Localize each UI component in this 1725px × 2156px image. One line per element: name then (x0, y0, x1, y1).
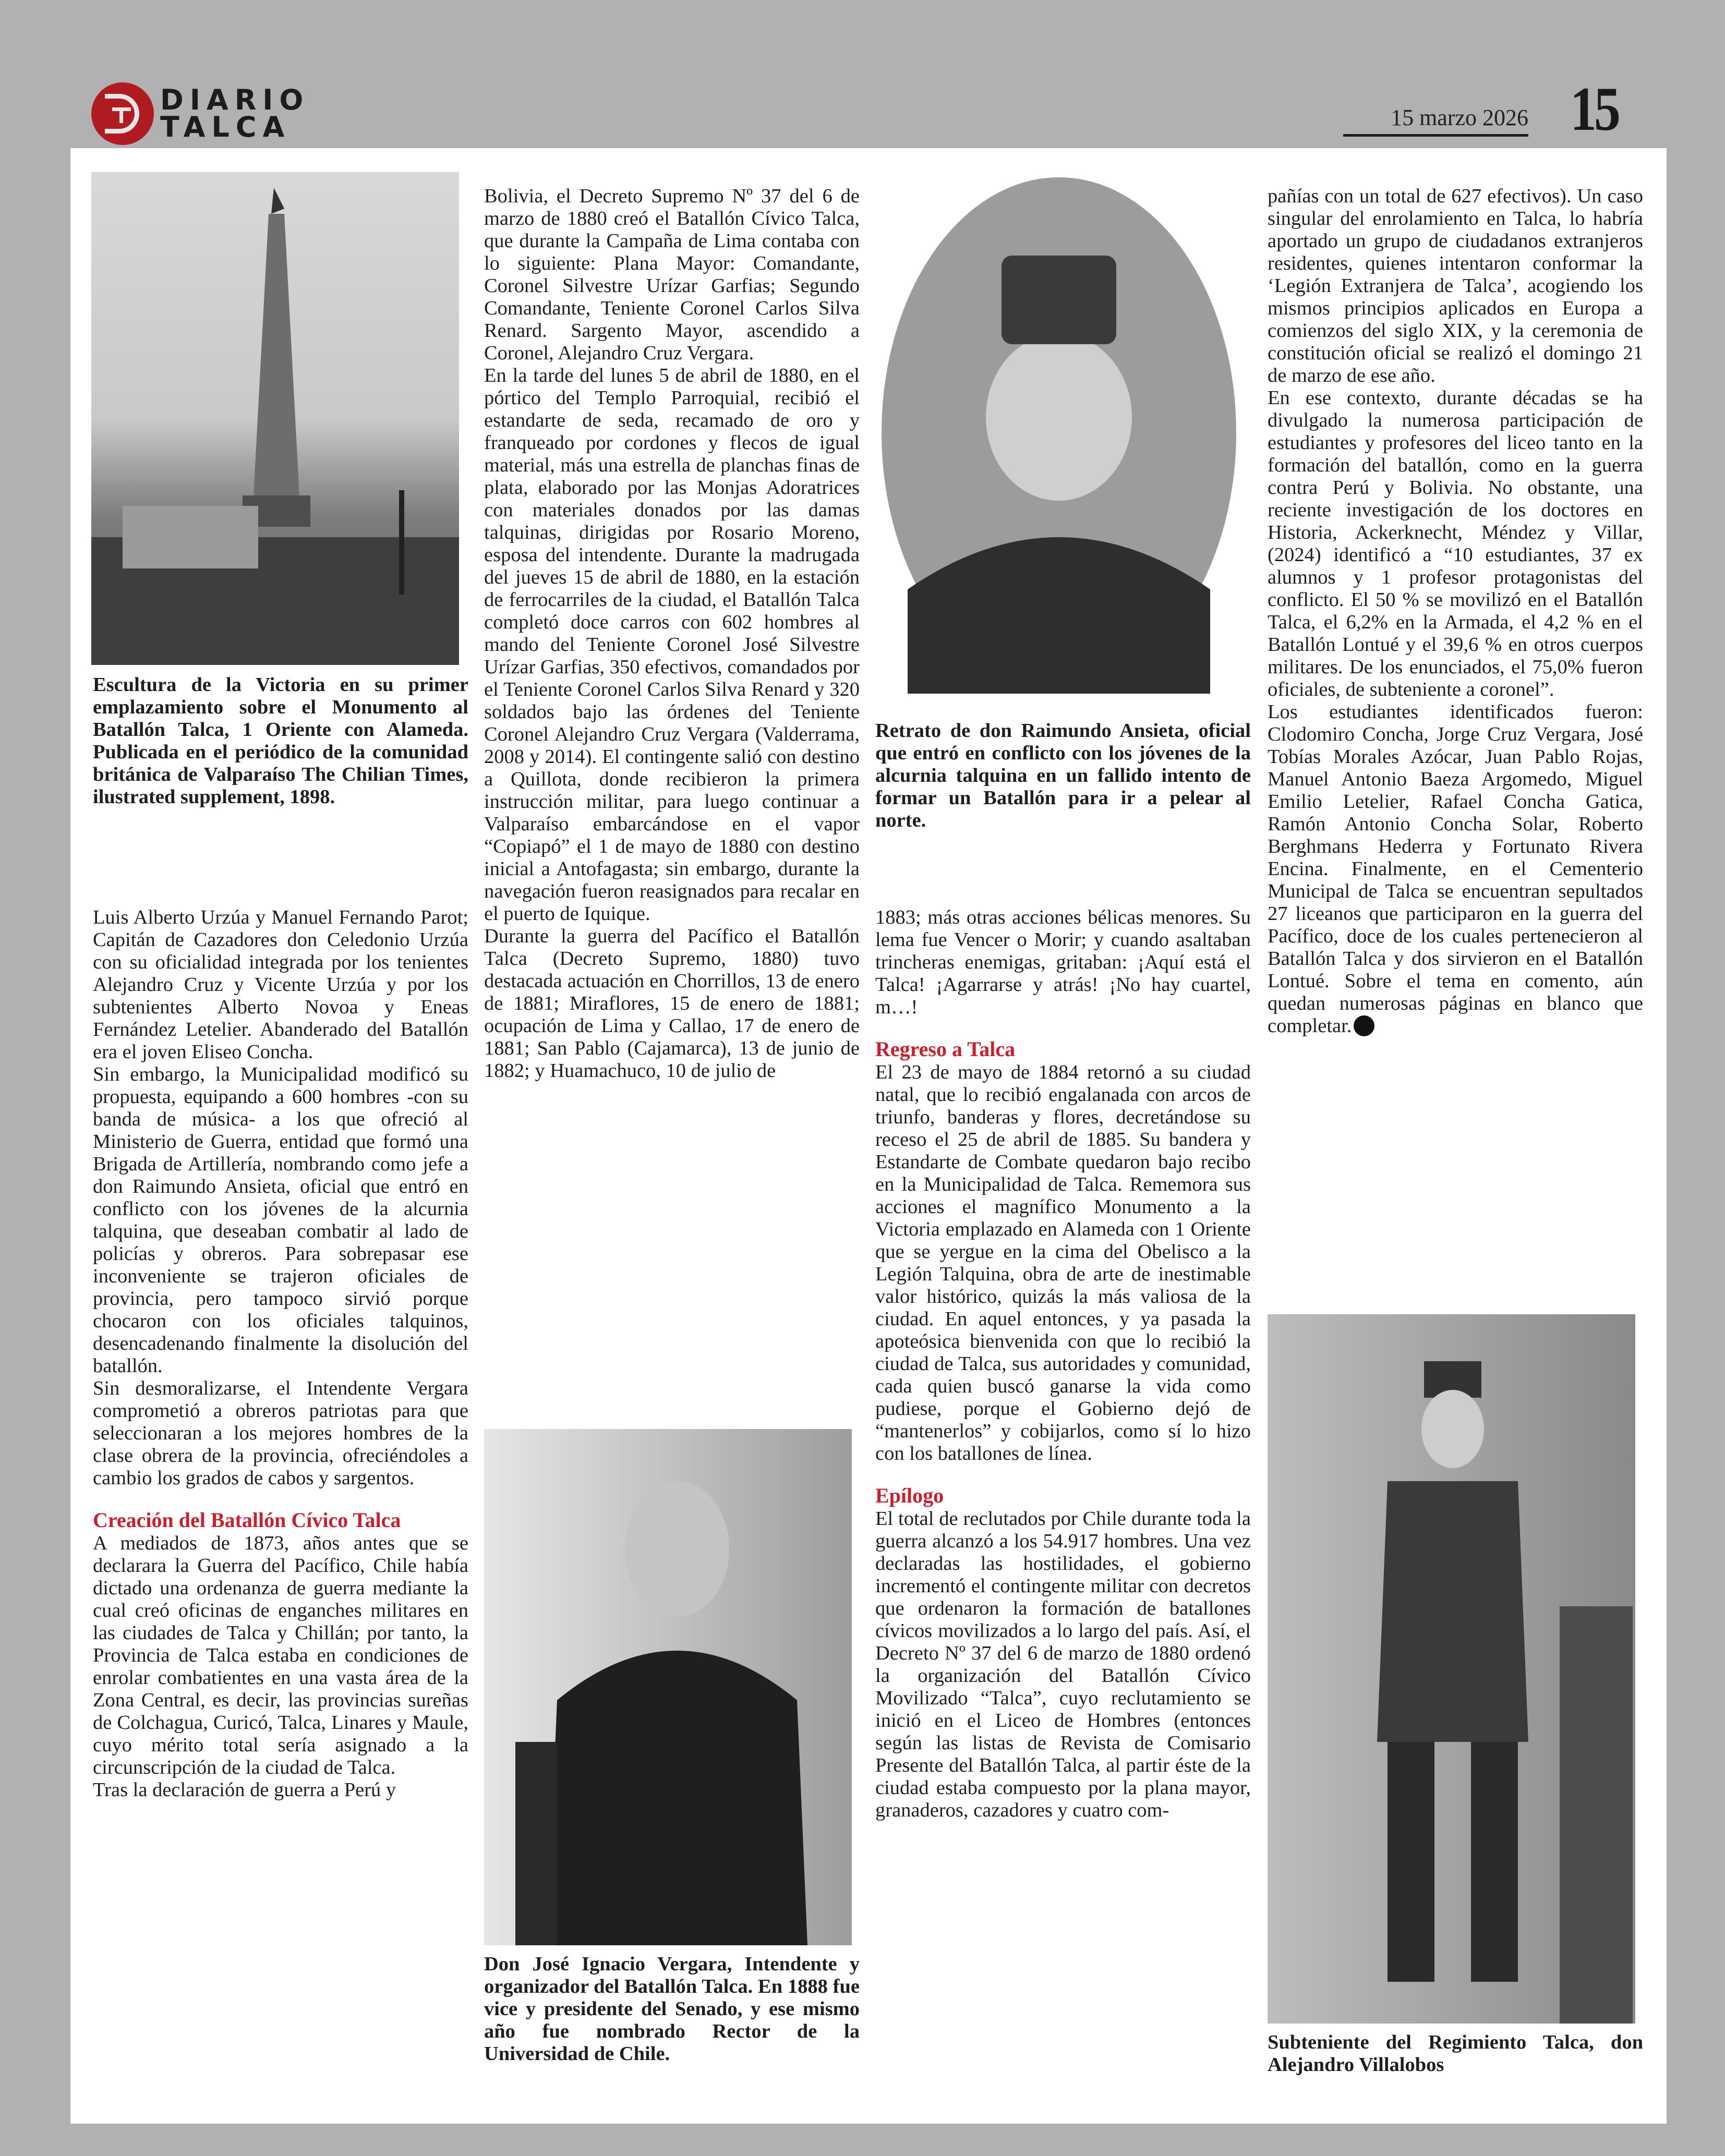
body-paragraph: 1883; más otras acciones bélicas menores. Su lema fue Vencer o Morir; y cuando asaltaban trincheras enemigas, gritaban: ¡Aquí está el Talca! ¡Agarrarse y atrás! ¡No hay cuartel, m…! (875, 906, 1251, 1018)
body-paragraph: En ese contexto, durante décadas se ha divulgado la numerosa participación de estudiantes y profesores del liceo tanto en la formación del batallón, como en la guerra contra Perú y Bolivia. No obstante, una reciente investigación de los doctores en Historia, Ackerknecht, Méndez y Villar, (2024) identificó a “10 estudiantes, 37 ex alumnos y 1 profesor protagonistas del conflicto. El 50 % se movilizó en el Batallón Talca, el 6,2% en la Armada, el 4,2 % en el Batallón Lontué y el 39,6 % en otros cuerpos militares. De los enunciados, el 75,0% fueron oficiales, de subteniente a coronel”. (1268, 387, 1643, 700)
page-number: 15 (1570, 74, 1618, 143)
brand-line-2: TALCA (160, 110, 291, 143)
section-heading-regreso: Regreso a Talca (875, 1037, 1016, 1061)
portrait-officer-icon (876, 172, 1241, 694)
caption-ansieta-block (875, 720, 1251, 832)
logo-wordmark (160, 83, 310, 143)
body-paragraph: pañías con un total de 627 efectivos). Un caso singular del enrolamiento en Talca, lo habría aportado un grupo de ciudadanos extranjeros residentes, quienes intentaron conformar la ‘Legión Extranjera de Talca’, acogiendo los mismos principios aplicados en Europa a comienzos del siglo XIX, y la ceremonia de constitución oficial se realizó el domingo 21 de marzo de ese año. (1268, 185, 1643, 386)
brand-line-1: DIARIO (160, 83, 310, 116)
body-paragraph: Sin embargo, la Municipalidad modificó su propuesta, equipando a 600 hombres -con su banda de música- a los que ofreció al Ministerio de Guerra, entidad que formó una Brigada de Artillería, nombrando como jefe a don Raimundo Ansieta, oficial que entró en conflicto con los jóvenes de la alcurnia talquina, que deseaban combatir al lado de policías y obreros. Para sobrepasar ese inconveniente se trajeron oficiales de provincia, pero tampoco sirvió porque chocaron con los oficiales talquinos, desencadenando finalmente la disolución del batallón. (93, 1063, 468, 1377)
caption-vergara: Don José Ignacio Vergara, Intendente y organizador del Batallón Talca. En 1888 fue vice y presidente del Senado, y ese mismo año fue nombrado Rector de la Universidad de Chile. (484, 1953, 860, 2065)
body-paragraph: En la tarde del lunes 5 de abril de 1880, en el pórtico del Templo Parroquial, recibió el estandarte de seda, recamado de oro y franqueado por cordones y flecos de igual material, más una estrella de planchas finas de plata, elaborado por las Monjas Adoratrices con materiales donados por las damas talquinas, dirigidas por Rosario Moreno, esposa del intendente. Durante la madrugada del jueves 15 de abril de 1880, en la estación de ferrocarriles de la ciudad, el Batallón Talca completó doce carros con 602 hombres al mando del Teniente Coronel José Silvestre Urízar Garfias, 350 efectivos, comandados por el Teniente Coronel Carlos Silva Renard y 320 soldados bajo las órdenes del Teniente Coronel Alejandro Cruz Vergara (Valderrama, 2008 y 2014). El contingente salió con destino a Quillota, donde recibieron la primera instrucción militar, para luego continuar a Valparaíso embarcándose en el vapor “Copiapó” el 1 de mayo de 1880 con destino inicial a Antofagasta; sin embargo, durante la navegación fueron reasignados para recalar en el puerto de Iquique. (484, 365, 860, 925)
photo-vergara (484, 1429, 852, 1945)
caption-ansieta: Retrato de don Raimundo Ansieta, oficial que entró en conflicto con los jóvenes de la alcurnia talquina en un fallido intento de formar un Batallón para ir a pelear al norte. (875, 720, 1251, 831)
article-column-1-body (93, 906, 468, 1801)
section-heading-creacion: Creación del Batallón Cívico Talca (93, 1508, 401, 1532)
body-paragraph: Los estudiantes identificados fueron: Clodomiro Concha, Jorge Cruz Vergara, José Tobías Morales Azócar, Juan Pablo Rojas, Manuel Antonio Baeza Argomedo, Miguel Emilio Letelier, Rafael Concha Gatica, Ramón Antonio Concha Solar, Roberto Berghmans Hederra y Fortunato Rivera Encina. Finalmente, en el Cementerio Municipal de Talca se encuentran sepultados 27 liceanos que participaron en la guerra del Pacífico, doce de los cuales pertenecieron al Batallón Talca y dos sirvieron en el Batallón Lontué. Sobre el tema en comento, aún quedan numerosas páginas en blanco que completar. (1268, 701, 1643, 1037)
body-paragraph: Tras la declaración de guerra a Perú y (93, 1779, 396, 1801)
newspaper-logo[interactable] (91, 78, 309, 149)
body-paragraph: Luis Alberto Urzúa y Manuel Fernando Parot; Capitán de Cazadores don Celedonio Urzúa con su oficialidad integrada por los tenientes Alejandro Cruz y Vicente Urzúa y por los subtenientes Alberto Novoa y Eneas Fernández Letelier. Abanderado del Batallón era el joven Eliseo Concha. (93, 906, 468, 1063)
monument-obelisk-icon (91, 172, 459, 665)
caption-vergara-block (484, 1953, 860, 2065)
body-paragraph: A mediados de 1873, años antes que se declarara la Guerra del Pacífico, Chile había dictado una ordenanza de guerra mediante la cual creó oficinas de enganches militares en las ciudades de Talca y Chillán; por tanto, la Provincia de Talca estaba en condiciones de enrolar combatientes en una vasta área de la Zona Central, es decir, las provincias sureñas de Colchagua, Curicó, Talca, Linares y Maule, cuyo mérito total sería asignado a la circunscripción de la ciudad de Talca. (93, 1532, 468, 1778)
article-column-2 (484, 185, 860, 1082)
caption-villalobos: Subteniente del Regimiento Talca, don Alejandro Villalobos (1268, 2031, 1643, 2076)
issue-date: 15 marzo 2026 (1343, 104, 1528, 137)
body-paragraph: El total de reclutados por Chile durante toda la guerra alcanzó a los 54.917 hombres. Una vez declaradas las hostilidades, el gobierno incrementó el contingente militar con decretos que ordenaron la formación de batallones cívicos movilizados a lo largo del país. Así, el Decreto Nº 37 del 6 de marzo de 1880 ordenó la organización del Batallón Cívico Movilizado “Talca”, cuyo reclutamiento se inició en el Liceo de Hombres (entonces según las listas de Revista de Comisario Presente del Batallón Talca, al partir éste de la ciudad estaba compuesto por la plana mayor, granaderos, cazadores y cuatro com- (875, 1508, 1251, 1821)
article-column-4 (1268, 185, 1643, 1037)
photo-monument (91, 172, 459, 665)
body-paragraph: Bolivia, el Decreto Supremo Nº 37 del 6 de marzo de 1880 creó el Batallón Cívico Talca, que durante la Campaña de Lima contaba con lo siguiente: Plana Mayor: Comandante, Coronel Silvestre Urízar Garfias; Segundo Comandante, Teniente Coronel Carlos Silva Renard. Sargento Mayor, ascendido a Coronel, Alejandro Cruz Vergara. (484, 185, 860, 364)
portrait-seated-man-icon (484, 1429, 852, 1945)
body-paragraph: El 23 de mayo de 1884 retornó a su ciudad natal, que lo recibió engalanada con arcos de triunfo, banderas y flores, decretándose su receso el 25 de abril de 1885. Su bandera y Estandarte de Combate quedaron bajo recibo en la Municipalidad de Talca. Rememora sus acciones el magnífico Monumento a la Victoria emplazado en Alameda con 1 Oriente que se yergue en la cima del Obelisco a la Legión Talquina, obra de arte de inestimable valor histórico, quizás la más valiosa de la ciudad. En aquel entonces, y ya pasada la apoteósica bienvenida con que lo recibió la ciudad de Talca, sus autoridades y comunidad, cada quien buscó ganarse la vida como pudiese, porque el Gobierno dejó de “mantenerlos” y cobijarlos, como sí lo hizo con los batallones de línea. (875, 1061, 1251, 1464)
body-paragraph: Sin desmoralizarse, el Intendente Vergara comprometió a obreros patriotas para que seleccionaran a los mejores hombres de la clase obrera de la provincia, ofreciéndoles a cambio los grados de cabos y sargentos. (93, 1377, 468, 1489)
section-heading-epilogo: Epílogo (875, 1484, 944, 1507)
portrait-standing-soldier-icon (1268, 1314, 1635, 2024)
body-paragraph: Durante la guerra del Pacífico el Batallón Talca (Decreto Supremo, 1880) tuvo destacada actuación en Chorrillos, 13 de enero de 1881; Miraflores, 15 de enero de 1881; ocupación de Lima y Callao, 17 de enero de 1881; San Pablo (Cajamarca), 13 de junio de 1882; y Huamachuco, 10 de julio de (484, 925, 860, 1082)
article-column-1 (93, 674, 468, 808)
end-of-article-bullet-icon (1354, 1015, 1374, 1036)
logo-d-icon (91, 82, 154, 145)
photo-ansieta-oval (876, 172, 1241, 694)
article-column-3 (875, 906, 1251, 1822)
caption-monument: Escultura de la Victoria en su primer emplazamiento sobre el Monumento al Batallón Talca, 1 Oriente con Alameda. Publicada en el periódico de la comunidad británica de Valparaíso The Chilian Times, ilustrated supplement, 1898. (93, 674, 468, 808)
photo-villalobos (1268, 1314, 1635, 2024)
caption-villalobos-block (1268, 2031, 1643, 2076)
